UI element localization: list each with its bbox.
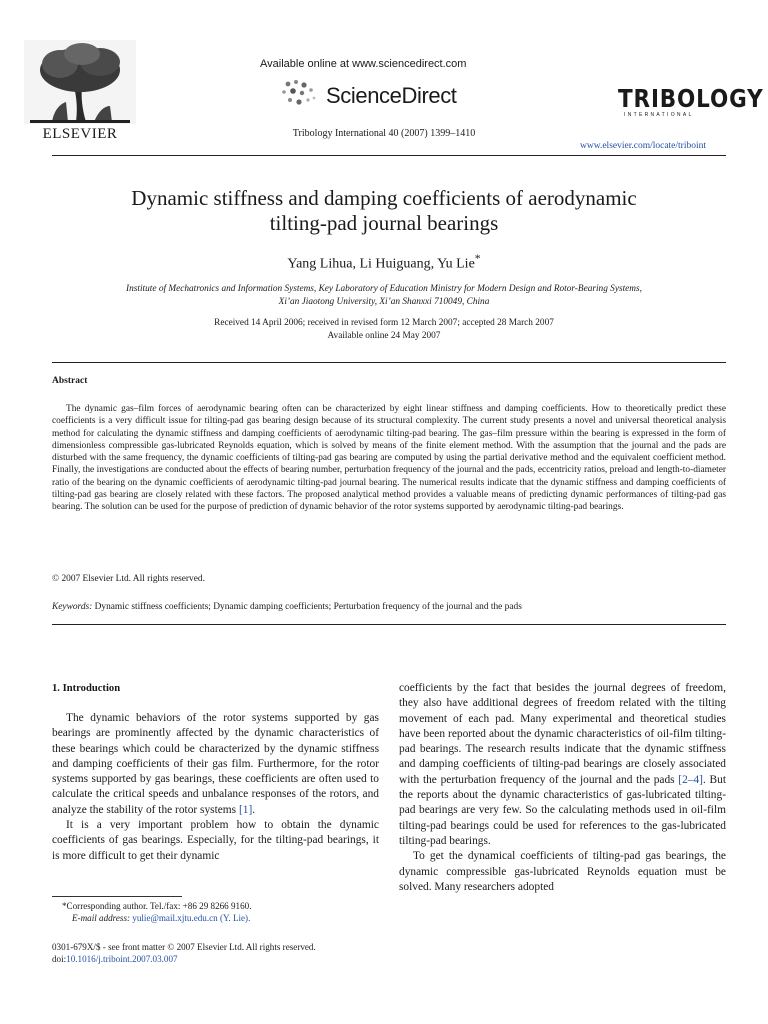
online-date: Available online 24 May 2007 [327,330,441,341]
keywords-label: Keywords: [52,602,93,612]
email-note [72,913,250,923]
available-online-text: Available online at www.sciencedirect.com [260,58,467,70]
intro-paragraph-1-text: The dynamic behaviors of the rotor systems supported by gas bearings are prominently affected by the dynamic characteristics of these bearings which could be characterized by the dynamic stiffness and damping coefficients of their gas film. Furthermore, for the rotor systems supported by gas bearings, these coefficients are often used to calculate the critical speeds and unbalance responses of the rotors, and analyze the stability of the rotor systems [52,712,379,816]
doi-label: doi: [52,954,67,964]
issn-line: 0301-679X/$ - see front matter © 2007 Elsevier Ltd. All rights reserved. [52,942,316,952]
journal-reference: Tribology International 40 (2007) 1399–1410 [292,128,476,139]
intro-paragraph-3 [399,681,726,849]
corresponding-author-note: *Corresponding author. Tel./fax: +86 29 8266 9160. [62,901,252,911]
citation-link[interactable]: [2–4] [678,773,703,786]
abstract-copyright: © 2007 Elsevier Ltd. All rights reserved. [52,574,205,584]
authors-text: Yang Lihua, Li Huiguang, Yu Lie [287,256,475,272]
title-line-1: Dynamic stiffness and damping coefficients of aerodynamic [131,186,637,210]
intro-paragraph-4: To get the dynamical coefficients of tilting-pad gas bearings, the dynamic compressible gas-lubricated Reynolds equation must be solved. Many researchers adopted [399,850,726,893]
sciencedirect-dots-icon [280,78,320,110]
title-line-2: tilting-pad journal bearings [269,211,499,235]
article-history [0,317,768,342]
keywords-text: Dynamic stiffness coefficients; Dynamic damping coefficients; Perturbation frequency of the journal and the pads [94,602,522,612]
affiliation-line-1: Institute of Mechatronics and Information Systems, Key Laboratory of Education Ministry for Modern Design and Rotor-Bearing Systems, [126,284,642,294]
keywords [52,602,522,612]
header-divider [52,155,726,156]
doi-line [52,954,178,964]
abstract-bottom-divider [52,624,726,625]
received-dates: Received 14 April 2006; received in revised form 12 March 2007; accepted 28 March 2007 [214,318,554,328]
email-link[interactable]: yulie@mail.xjtu.edu.cn (Y. Lie). [132,913,251,923]
intro-paragraph-1-end: . [252,803,256,816]
affiliation [70,283,698,308]
journal-logo: TRIBOLOGY [618,84,764,113]
doi-link[interactable]: 10.1016/j.triboint.2007.03.007 [66,954,178,964]
article-title [60,186,708,236]
journal-logo-subtitle: INTERNATIONAL [624,112,694,118]
body-column-left [52,711,379,864]
sciencedirect-wordmark: ScienceDirect [326,83,457,108]
footnote-divider [52,896,182,897]
abstract-top-divider [52,362,726,363]
intro-paragraph-2: It is a very important problem how to obtain the dynamic coefficients of gas bearings. Especially, for the tilting-pad bearings, it is more difficult to get their dynamic [52,819,379,862]
journal-homepage-link[interactable]: www.elsevier.com/locate/triboint [580,141,707,151]
intro-paragraph-3-text: coefficients by the fact that besides the journal degrees of freedom, they also have additional degrees of freedom related with the tilting movement of each pad. Many experimental and theoretical studies have been reported about the dynamic characteristics of oil-film tilting-pad bearings. The research results indicate that the dynamic stiffness and damping coefficients of tilting-pad bearings are closely associated with the perturbation frequency of the journal and the pads [399,682,726,786]
corresponding-author-mark[interactable]: * [474,252,481,265]
publisher-name: ELSEVIER [42,126,118,142]
author-list [0,252,768,273]
abstract-text: The dynamic gas–film forces of aerodynamic bearing often can be characterized by eight linear stiffness and damping coefficients. How to theoretically predict these coefficients is a very difficult issue for tilting-pad gas bearing design because of its structural complexity. The current study presents a novel and universal theoretical analysis method for calculating the dynamic stiffness and damping coefficients of aerodynamic tilting-pad bearing. The gas–film pressure within the bearing is expressed in the form of dimensionless compressible gas-lubricated Reynolds equation, which is solved by means of the finite element method. With the assumption that the journal and the pads are disturbed with the same frequency, the dynamic coefficients of tilting-pad gas bearing are computed by using the partial derivative method and the equivalent coefficient method. Finally, the investigations are conducted about the effects of bearing number, perturbation frequency of the journal and the pads, eccentricity ratios, preload and length-to-diameter ratio of the bearing on the dynamic coefficients of aerodynamic tilting-pad journal bearing. The numerical results indicate that the dynamic stiffness and damping coefficients of tilting-pad gas bearing are closely related with these factors. The proposed analytical method provides a valuable means of predicting dynamic performances of tilting-pad gas bearing. The solution can be used for the purpose of prediction of dynamic behavior of the rotor systems supported by aerodynamic tilting-pad bearings. [52,404,726,512]
section-heading-introduction: 1. Introduction [52,683,121,694]
body-column-right [399,681,726,895]
intro-paragraph-3-end: . But the reports about the dynamic characteristics of gas-lubricated tilting-pad bearings are very few. So the calculating methods used in oil-film tilting-pad bearings could be used for references to the gas-lubricated tilting-pad bearings. [399,773,726,847]
citation-link[interactable]: [1] [238,803,253,816]
email-label: E-mail address: [72,913,131,923]
affiliation-line-2: Xi’an Jiaotong University, Xi’an Shanxxi 710049, China [278,296,490,307]
abstract-heading: Abstract [52,376,88,386]
intro-paragraph-1 [52,711,379,818]
